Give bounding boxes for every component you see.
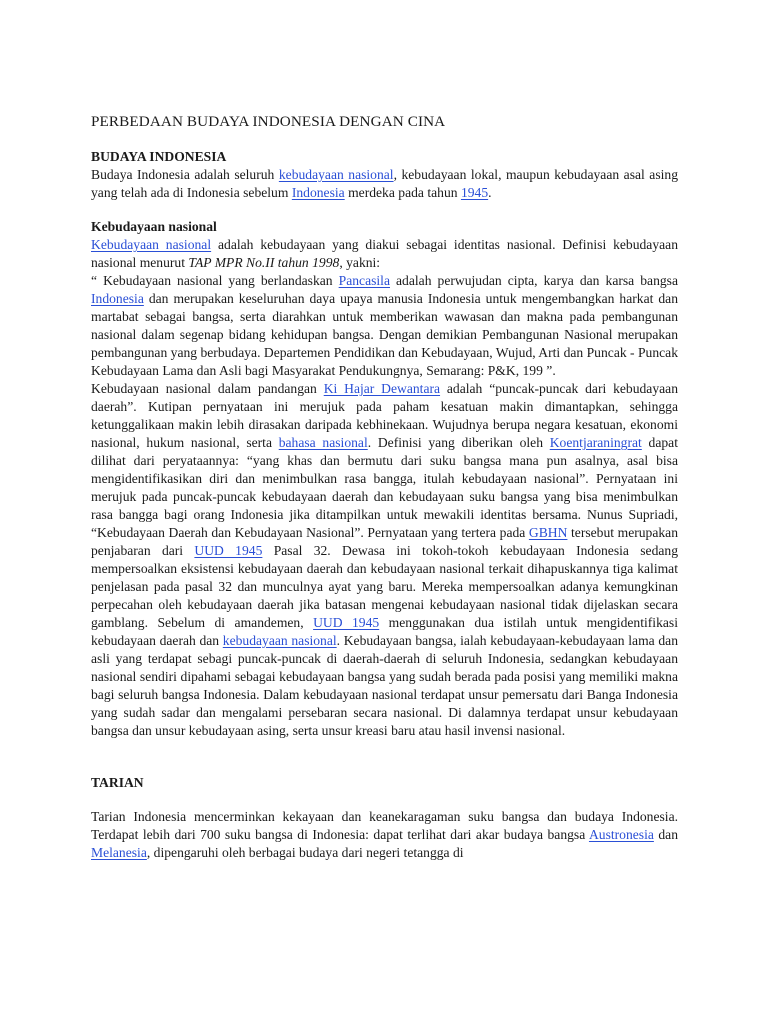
text-run: . Kebudayaan bangsa, ialah kebudayaan-kebudayaan lama dan asli yang terdapat sebagi puncak-puncak di daerah-daerah di seluruh Indonesia, sedangkan kebudayaan nasional sendiri dipahami sebagai kebudayaan bangsa yang sudah berada pada posisi yang memiliki makna bagi seluruh bangsa Indonesia. Dalam kebudayaan nasional terdapat unsur pemersatu dari Banga Indonesia yang sudah sadar dan mengalami persebaran secara nasional. Di dalamnya terdapat unsur kebudayaan bangsa dan unsur kebudayaan asing, serta unsur kreasi baru atau hasil invensi nasional. xyxy=(91,633,678,738)
text-run: dapat dilihat dari peryataannya: “yang khas dan bermutu dari suku bangsa mana pun asalnya, asal bisa mengidentifikasikan diri dan menimbulkan rasa bangga, itulah kebudayaan nasional”. Pernyataan ini merujuk pada puncak-puncak kebudayaan daerah dan kebudayaan suku bangsa yang bisa menimbulkan rasa bangga bagi orang Indonesia jika ditampilkan untuk mewakili identitas bersama. Nunus Supriadi, “Kebudayaan Daerah dan Kebudayaan Nasional”. Pernyataan yang tertera pada xyxy=(91,435,678,540)
paragraph-ki-hajar xyxy=(91,380,678,740)
text-run: “ Kebudayaan nasional yang berlandaskan xyxy=(91,273,339,288)
text-run: , yakni: xyxy=(339,255,381,270)
link-indonesia[interactable]: Indonesia xyxy=(291,185,345,200)
link-ki-hajar-dewantara[interactable]: Ki Hajar Dewantara xyxy=(323,381,441,396)
paragraph-tarian xyxy=(91,808,678,862)
link-kebudayaan-nasional[interactable]: kebudayaan nasional xyxy=(278,167,394,182)
text-run: . xyxy=(488,185,492,200)
link-kebudayaan-nasional[interactable]: kebudayaan nasional xyxy=(222,633,337,648)
link-1945[interactable]: 1945 xyxy=(460,185,489,200)
section-heading-kebudayaan-nasional: Kebudayaan nasional xyxy=(91,219,217,234)
text-run: adalah perwujudan cipta, karya dan karsa bangsa xyxy=(389,273,678,288)
link-kebudayaan-nasional[interactable]: Kebudayaan nasional xyxy=(91,237,212,252)
text-run: merdeka pada tahun xyxy=(344,185,461,200)
document-title: PERBEDAAN BUDAYA INDONESIA DENGAN CINA xyxy=(91,113,446,130)
spacer xyxy=(91,740,678,774)
text-run: adalah kebudayaan yang diakui sebagai identitas nasional. Definisi kebudayaan nasional menurut xyxy=(91,237,679,270)
link-melanesia[interactable]: Melanesia xyxy=(91,845,147,860)
text-run: adalah “puncak-puncak dari kebudayaan daerah”. Kutipan pernyataan ini merujuk pada paham kesatuan makin dimantapkan, sehingga ketunggalikaan makin lebih dirasakan daripada kebhinekaan. Wujudnya berupa negara kesatuan, ekonomi nasional, hukum nasional, serta xyxy=(91,381,678,450)
spacer xyxy=(91,202,678,218)
document-page xyxy=(91,112,678,862)
link-indonesia[interactable]: Indonesia xyxy=(91,291,144,306)
text-run: dan merupakan keseluruhan daya upaya manusia Indonesia untuk mengembangkan harkat dan martabat sebagai bangsa, serta diarahkan untuk memberikan wawasan dan makna pada pembangunan nasional dalam segenap bidang kehidupan bangsa. Dengan demikian Pembangunan Nasional merupakan pembangunan yang berbudaya. Departemen Pendidikan dan Kebudayaan, Wujud, Arti dan Puncak - Puncak Kebudayaan Lama dan Asli bagi Masyarakat Pendukungnya, Semarang: P&K, 199 ”. xyxy=(91,291,678,378)
text-run: menggunakan dua istilah untuk mengidentifikasi kebudayaan daerah dan xyxy=(91,615,678,648)
text-run: Budaya Indonesia adalah seluruh xyxy=(91,167,279,182)
text-run: Pasal 32. Dewasa ini tokoh-tokoh kebudayaan Indonesia sedang mempersoalkan eksistensi kebudayaan daerah dan kebudayaan nasional terkait dihapuskannya tiga kalimat penjelasan pada pasal 32 dan munculnya ayat yang baru. Mereka mempersoalkan adanya kemungkinan perpecahan oleh kebudayaan daerah jika batasan mengenai kebudayaan nasional tidak dijelaskan secara gamblang. Sebelum di amandemen, xyxy=(91,543,678,630)
text-run-italic: TAP MPR No.II tahun 1998 xyxy=(188,255,340,270)
link-austronesia[interactable]: Austronesia xyxy=(588,827,654,842)
paragraph-budaya-indonesia xyxy=(91,166,678,202)
text-run: , kebudayaan lokal, maupun kebudayaan asal asing yang telah ada di Indonesia sebelum xyxy=(91,167,678,200)
link-bahasa-nasional[interactable]: bahasa nasional xyxy=(278,435,368,450)
text-run: . Definisi yang diberikan oleh xyxy=(367,435,550,450)
link-gbhn[interactable]: GBHN xyxy=(528,525,568,540)
text-run: tersebut merupakan penjabaran dari xyxy=(91,525,679,558)
spacer xyxy=(91,792,678,808)
link-uud-1945[interactable]: UUD 1945 xyxy=(194,543,263,558)
section-heading-budaya-indonesia: BUDAYA INDONESIA xyxy=(91,149,227,164)
paragraph-quote xyxy=(91,272,678,380)
section-heading-tarian: TARIAN xyxy=(91,775,144,790)
text-run: dan xyxy=(653,827,678,842)
link-uud-1945[interactable]: UUD 1945 xyxy=(313,615,380,630)
link-pancasila[interactable]: Pancasila xyxy=(338,273,390,288)
text-run: Kebudayaan nasional dalam pandangan xyxy=(91,381,324,396)
text-run: Tarian Indonesia mencerminkan kekayaan dan keanekaragaman suku bangsa dan budaya Indonesia. Terdapat lebih dari 700 suku bangsa di Indonesia: dapat terlihat dari akar budaya bangsa xyxy=(91,809,678,842)
text-run: , dipengaruhi oleh berbagai budaya dari negeri tetangga di xyxy=(146,845,464,860)
link-koentjaraningrat[interactable]: Koentjaraningrat xyxy=(549,435,642,450)
paragraph-definition xyxy=(91,236,678,272)
